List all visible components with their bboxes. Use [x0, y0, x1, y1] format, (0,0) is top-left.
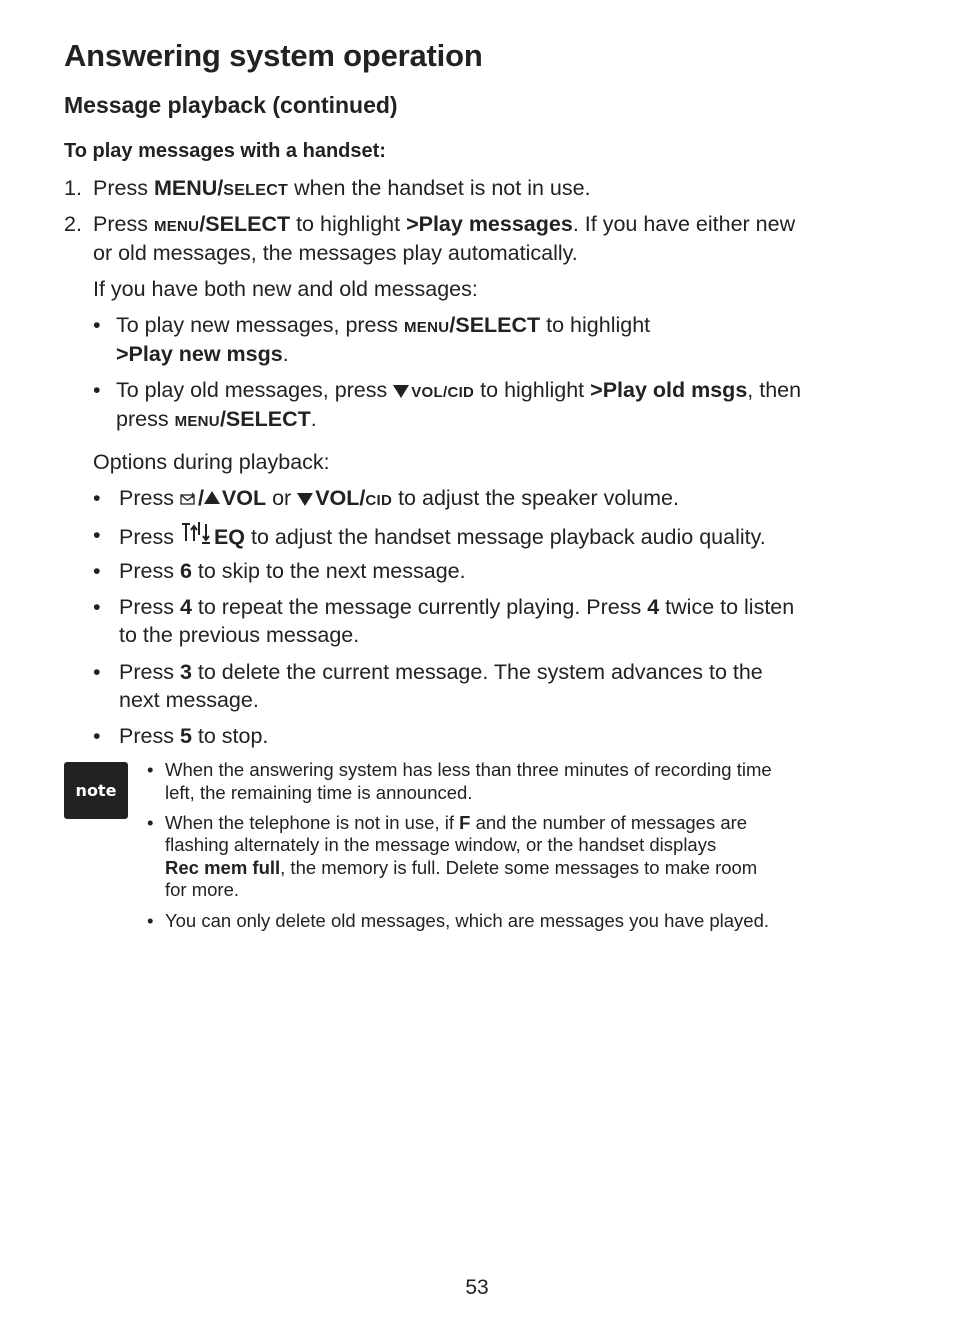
old-messages-bullet: To play old messages, press VOL/CID to highlight >Play old msgs, then [116, 378, 802, 402]
note-item-2-cont: flashing alternately in the message window, or the handset displays [165, 834, 717, 855]
note-label: note [64, 762, 128, 819]
volume-down-icon [297, 493, 313, 506]
section-subtitle: Message playback (continued) [64, 92, 398, 118]
bullet: • [93, 559, 101, 583]
step-number: 2. [64, 212, 82, 236]
note-bullet: • [147, 910, 154, 931]
menu-select-key: MENU/ [153, 176, 224, 200]
options-intro: Options during playback: [93, 450, 330, 474]
note-bullet: • [147, 759, 154, 780]
equalizer-icon [180, 521, 214, 547]
option-repeat: Press 4 to repeat the message currently playing. Press 4 twice to listen [119, 595, 795, 619]
both-messages-intro: If you have both new and old messages: [93, 277, 478, 301]
bullet: • [93, 313, 101, 337]
option-volume: Press / VOL or VOL/CID to adjust the speaker volume. [119, 486, 679, 510]
step-2-text-cont: or old messages, the messages play automatically. [93, 241, 578, 265]
option-eq: Press EQ to adjust the handset message playback audio quality. [119, 521, 766, 551]
note-bullet: • [147, 812, 154, 833]
step-2-text: Press MENU/SELECT to highlight >Play messages. If you have either new [93, 212, 796, 236]
note-item-1-cont: left, the remaining time is announced. [165, 782, 473, 803]
bullet: • [93, 486, 101, 510]
page-number: 53 [465, 1276, 489, 1299]
bullet: • [93, 523, 101, 547]
option-stop: Press 5 to stop. [119, 724, 269, 748]
menu-select-key: /SELECT [199, 212, 291, 236]
note-item-2-cont: Rec mem full, the memory is full. Delete some messages to make room [165, 857, 758, 878]
new-messages-bullet: To play new messages, press MENU/SELECT to highlight [116, 313, 651, 337]
step-1-text: Press MENU/SELECT when the handset is not in use. [93, 176, 591, 200]
note-item-3: You can only delete old messages, which are messages you have played. [165, 910, 770, 931]
option-delete: Press 3 to delete the current message. The system advances to the [119, 660, 763, 684]
bullet: • [93, 724, 101, 748]
new-messages-bullet-cont: >Play new msgs. [116, 342, 289, 366]
page-title: Answering system operation [64, 38, 483, 73]
option-skip: Press 6 to skip to the next message. [119, 559, 466, 583]
option-repeat-cont: to the previous message. [119, 623, 360, 647]
old-messages-bullet-cont: press MENU/SELECT. [116, 407, 317, 431]
step-number: 1. [64, 176, 82, 200]
message-envelope-icon [180, 492, 198, 506]
option-delete-cont: next message. [119, 688, 259, 712]
procedure-heading: To play messages with a handset: [64, 140, 386, 162]
volume-up-icon [204, 491, 220, 504]
note-item-2-cont: for more. [165, 879, 240, 900]
bullet: • [93, 595, 101, 619]
note-item-1: When the answering system has less than three minutes of recording time [165, 759, 772, 780]
bullet: • [93, 378, 101, 402]
volume-down-icon [393, 385, 409, 398]
bullet: • [93, 660, 101, 684]
note-item-2: When the telephone is not in use, if F and the number of messages are [165, 812, 748, 833]
